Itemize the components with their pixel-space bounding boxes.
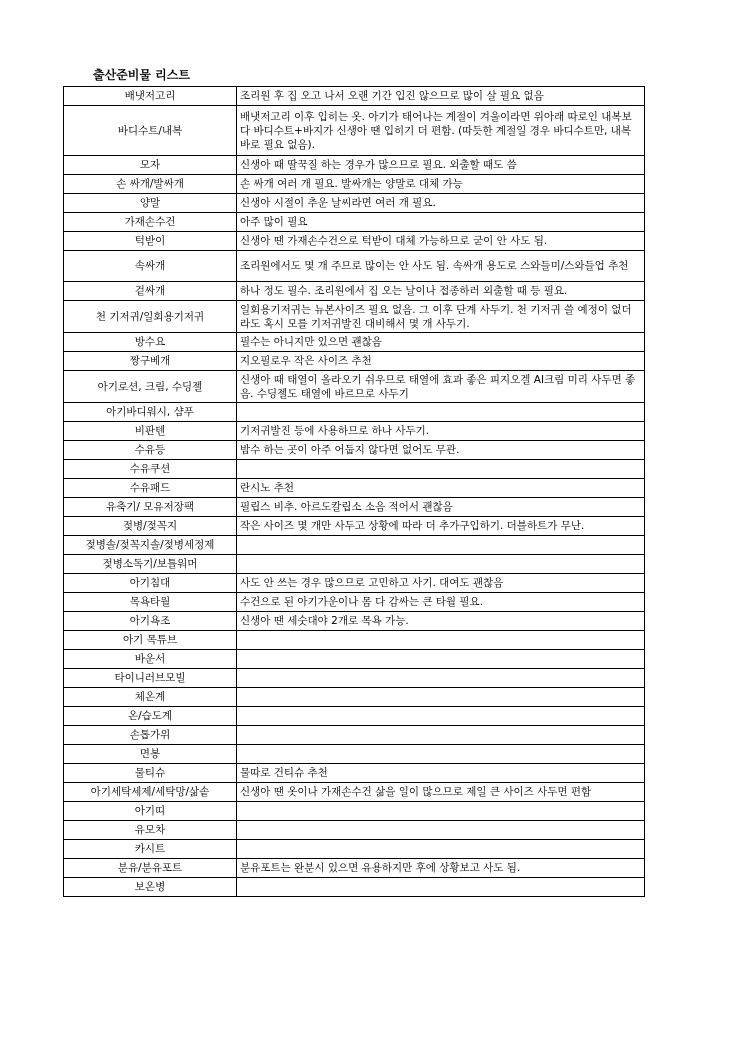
- table-row: [64, 301, 645, 333]
- table-row: [64, 282, 645, 301]
- item-note: 배냇저고리 이후 입히는 옷. 아기가 태어나는 계절이 겨울이라면 위아래 따로인 내복보다 바디수트+바지가 신생아 땐 입히기 더 편함. (따듯한 계절일 경우 바디수트만, 내복 바로 필요 없음).: [237, 106, 645, 156]
- table-row: [64, 802, 645, 821]
- table-row: [64, 87, 645, 106]
- item-name: 손 싸개/발싸개: [64, 175, 237, 194]
- item-note: [237, 555, 645, 574]
- item-name: 비판텐: [64, 422, 237, 441]
- item-note: [237, 802, 645, 821]
- item-name: 짱구베개: [64, 352, 237, 371]
- item-note: 사도 안 쓰는 경우 많으므로 고민하고 사기. 대여도 괜찮음: [237, 574, 645, 593]
- item-note: [237, 745, 645, 764]
- table-row: [64, 859, 645, 878]
- item-name: 젖병소독기/보틀워머: [64, 555, 237, 574]
- item-note: [237, 650, 645, 669]
- table-row: [64, 593, 645, 612]
- table-row: [64, 213, 645, 232]
- item-name: 아기세탁세제/세탁망/삶솥: [64, 783, 237, 802]
- item-name: 아기 목튜브: [64, 631, 237, 650]
- table-row: [64, 106, 645, 156]
- table-row: [64, 517, 645, 536]
- item-note: [237, 821, 645, 840]
- item-name: 타이니러브모빌: [64, 669, 237, 688]
- item-note: [237, 726, 645, 745]
- item-note: [237, 840, 645, 859]
- table-row: [64, 460, 645, 479]
- item-name: 방수요: [64, 333, 237, 352]
- item-name: 젖병/젖꼭지: [64, 517, 237, 536]
- item-name: 아기로션, 크림, 수딩젤: [64, 371, 237, 403]
- item-note: 손 싸개 여러 개 필요. 발싸개는 양말로 대체 가능: [237, 175, 645, 194]
- item-note: [237, 688, 645, 707]
- table-row: [64, 371, 645, 403]
- item-note: [237, 631, 645, 650]
- table-row: [64, 574, 645, 593]
- table-row: [64, 669, 645, 688]
- item-note: 밤수 하는 곳이 아주 어둡지 않다면 없어도 무관.: [237, 441, 645, 460]
- table-row: [64, 479, 645, 498]
- table-row: [64, 156, 645, 175]
- item-note: 신생아 때 딸꾹질 하는 경우가 많으므로 필요. 외출할 때도 씀: [237, 156, 645, 175]
- item-name: 수유등: [64, 441, 237, 460]
- checklist-body: [64, 87, 645, 897]
- table-row: [64, 878, 645, 897]
- item-note: 일회용기저귀는 뉴본사이즈 필요 없음. 그 이후 단계 사두기. 천 기저귀 쓸 예정이 없더라도 혹시 모를 기저귀발진 대비해서 몇 개 사두기.: [237, 301, 645, 333]
- item-name: 턱받이: [64, 232, 237, 251]
- item-note: [237, 669, 645, 688]
- table-row: [64, 783, 645, 802]
- table-row: [64, 631, 645, 650]
- item-note: 기저귀발진 등에 사용하므로 하나 사두기.: [237, 422, 645, 441]
- item-note: 신생아 땐 가재손수건으로 턱받이 대체 가능하므로 굳이 안 사도 됨.: [237, 232, 645, 251]
- table-row: [64, 612, 645, 631]
- item-name: 아기침대: [64, 574, 237, 593]
- item-name: 유축기/ 모유저장팩: [64, 498, 237, 517]
- item-name: 아기욕조: [64, 612, 237, 631]
- page-title: 출산준비물 리스트: [93, 68, 190, 82]
- item-note: 필립스 비추. 아르도칼립소 소음 적어서 괜찮음: [237, 498, 645, 517]
- item-name: 물티슈: [64, 764, 237, 783]
- table-row: [64, 175, 645, 194]
- table-row: [64, 251, 645, 282]
- item-name: 속싸개: [64, 251, 237, 282]
- item-name: 아기바디워시, 샴푸: [64, 403, 237, 422]
- item-note: 신생아 때 태열이 올라오기 쉬우므로 태열에 효과 좋은 피지오겔 AI크림 미리 사두면 좋음. 수딩젤도 태열에 바르므로 사두기: [237, 371, 645, 403]
- item-name: 카시트: [64, 840, 237, 859]
- table-row: [64, 745, 645, 764]
- item-note: 신생아 땐 옷이나 가재손수건 삶을 일이 많으므로 제일 큰 사이즈 사두면 편함: [237, 783, 645, 802]
- item-name: 분유/분유포트: [64, 859, 237, 878]
- item-note: 지오필로우 작은 사이즈 추천: [237, 352, 645, 371]
- table-row: [64, 726, 645, 745]
- table-row: [64, 555, 645, 574]
- table-row: [64, 333, 645, 352]
- item-note: 분유포트는 완분시 있으면 유용하지만 후에 상황보고 사도 됨.: [237, 859, 645, 878]
- table-row: [64, 650, 645, 669]
- item-note: 조리원 후 집 오고 나서 오랜 기간 입진 않으므로 많이 살 필요 없음: [237, 87, 645, 106]
- item-name: 수유쿠션: [64, 460, 237, 479]
- item-note: [237, 707, 645, 726]
- checklist-table: [63, 86, 645, 897]
- item-note: [237, 878, 645, 897]
- table-row: [64, 498, 645, 517]
- item-name: 체온계: [64, 688, 237, 707]
- table-row: [64, 232, 645, 251]
- table-row: [64, 840, 645, 859]
- item-note: 란시노 추천: [237, 479, 645, 498]
- table-row: [64, 536, 645, 555]
- item-name: 보온병: [64, 878, 237, 897]
- table-row: [64, 352, 645, 371]
- item-note: [237, 460, 645, 479]
- item-name: 모자: [64, 156, 237, 175]
- item-name: 바운서: [64, 650, 237, 669]
- item-note: 아주 많이 필요: [237, 213, 645, 232]
- item-note: [237, 536, 645, 555]
- table-row: [64, 764, 645, 783]
- item-name: 양말: [64, 194, 237, 213]
- table-row: [64, 194, 645, 213]
- item-name: 유모차: [64, 821, 237, 840]
- table-row: [64, 422, 645, 441]
- item-name: 가재손수건: [64, 213, 237, 232]
- item-note: 조리원에서도 몇 개 주므로 많이는 안 사도 됨. 속싸개 용도로 스와들미/스와들업 추천: [237, 251, 645, 282]
- item-name: 배냇저고리: [64, 87, 237, 106]
- item-name: 손톱가위: [64, 726, 237, 745]
- item-note: 필수는 아니지만 있으면 괜찮음: [237, 333, 645, 352]
- item-name: 바디수트/내복: [64, 106, 237, 156]
- table-row: [64, 688, 645, 707]
- item-name: 면봉: [64, 745, 237, 764]
- item-name: 겉싸개: [64, 282, 237, 301]
- item-name: 아기띠: [64, 802, 237, 821]
- table-row: [64, 821, 645, 840]
- table-row: [64, 403, 645, 422]
- item-name: 수유패드: [64, 479, 237, 498]
- item-note: 신생아 땐 세숫대야 2개로 목욕 가능.: [237, 612, 645, 631]
- table-row: [64, 707, 645, 726]
- item-name: 천 기저귀/일회용기저귀: [64, 301, 237, 333]
- item-name: 온/습도계: [64, 707, 237, 726]
- item-name: 목욕타월: [64, 593, 237, 612]
- item-note: 물따로 건티슈 추천: [237, 764, 645, 783]
- item-note: 하나 정도 필수. 조리원에서 집 오는 날이나 접종하러 외출할 때 등 필요.: [237, 282, 645, 301]
- item-note: 신생아 시절이 추운 날씨라면 여러 개 필요.: [237, 194, 645, 213]
- table-row: [64, 441, 645, 460]
- item-note: 작은 사이즈 몇 개만 사두고 상황에 따라 더 추가구입하기. 더블하트가 무난.: [237, 517, 645, 536]
- item-note: [237, 403, 645, 422]
- item-note: 수건으로 된 아기가운이나 몸 다 감싸는 큰 타월 필요.: [237, 593, 645, 612]
- item-name: 젖병솔/젖꼭지솔/젖병세정제: [64, 536, 237, 555]
